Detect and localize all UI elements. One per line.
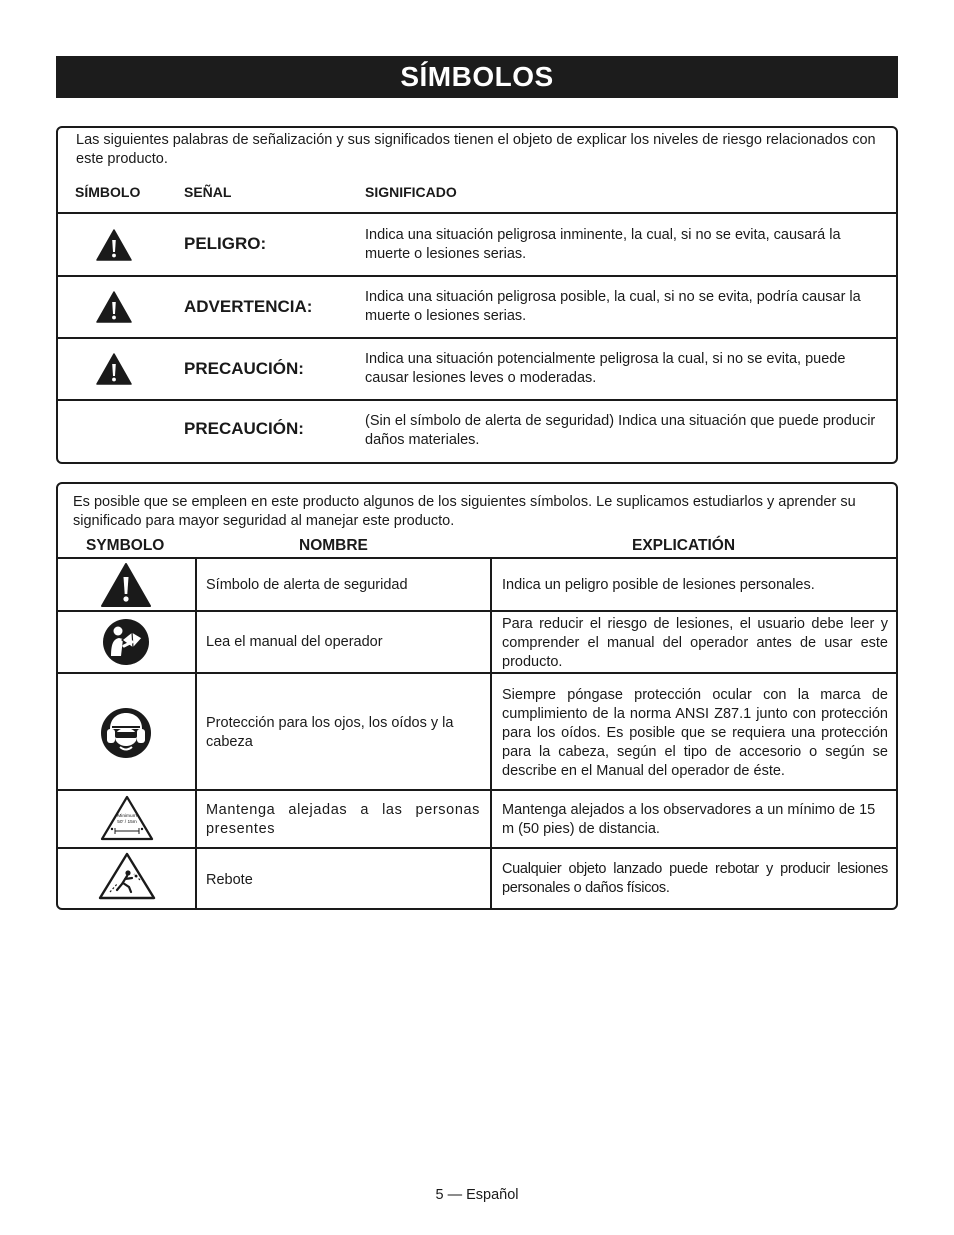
safety-alert-icon (100, 562, 152, 608)
divider (58, 337, 896, 339)
warning-triangle-icon (96, 229, 132, 261)
signal-words-intro: Las siguientes palabras de señalización y sus significados tienen el objeto de explicar los niveles de riesgo relacionados con este producto. (76, 132, 876, 167)
symbols-table (56, 482, 898, 910)
signal-precaucion: PRECAUCIÓN: (184, 359, 304, 378)
warning-triangle-icon (96, 291, 132, 323)
symbol-explanation: Cualquier objeto lanzado puede rebotar y producir lesiones personales o daños físicos. (502, 861, 888, 896)
header-nombre: NOMBRE (299, 537, 368, 554)
meaning-precaucion-no-symbol: (Sin el símbolo de alerta de seguridad) Indica una situación que puede producir daños materiales. (365, 413, 876, 448)
divider (58, 557, 896, 559)
meaning-peligro: Indica una situación peligrosa inminente, la cual, si no se evita, causará la muerte o lesiones serias. (365, 227, 841, 262)
divider (58, 212, 896, 214)
page-footer: 5 — Español (435, 1187, 519, 1203)
icon-label-distance: 50' / 15m (117, 820, 137, 825)
symbols-intro: Es posible que se empleen en este producto algunos de los siguientes símbolos. Le suplicamos estudiarlos y aprender su significado para mayor seguridad al manejar este producto. (73, 494, 856, 529)
meaning-advertencia: Indica una situación peligrosa posible, la cual, si no se evita, podría causar la muerte o lesiones serias. (365, 289, 861, 324)
warning-triangle-icon (96, 353, 132, 385)
symbol-name: Rebote (206, 872, 253, 888)
signal-peligro: PELIGRO: (184, 234, 267, 253)
column-divider (490, 557, 492, 908)
header-symbol: SÍMBOLO (75, 184, 141, 200)
column-divider (195, 557, 197, 908)
signal-words-table (56, 126, 898, 464)
divider (58, 672, 896, 674)
signal-precaucion-no-symbol: PRECAUCIÓN: (184, 419, 304, 438)
divider (58, 789, 896, 791)
ricochet-icon (98, 852, 156, 900)
divider (58, 847, 896, 849)
eye-ear-head-protection-icon (100, 707, 152, 759)
page-title: SÍMBOLOS (56, 56, 898, 98)
symbol-explanation: Mantenga alejados a los observadores a un mínimo de 15 m (50 pies) de distancia. (502, 802, 876, 837)
header-explicacion: EXPLICATIÓN (632, 537, 736, 554)
symbol-explanation: Siempre póngase protección ocular con la marca de cumplimiento de la norma ANSI Z87.1 junto con protección para los oídos. Es posible que se requiera una protección para la cabeza, según el tipo de accesorio o según se describe en el Manual del operador de éste. (502, 687, 888, 779)
symbol-name: Protección para los ojos, los oídos y la cabeza (206, 715, 454, 750)
symbol-explanation: Para reducir el riesgo de lesiones, el usuario debe leer y comprender el manual del operador antes de usar este producto. (502, 616, 888, 670)
divider (58, 275, 896, 277)
divider (58, 399, 896, 401)
symbol-name: Lea el manual del operador (206, 634, 383, 650)
divider (58, 610, 896, 612)
read-manual-icon (102, 618, 150, 666)
signal-advertencia: ADVERTENCIA: (184, 297, 313, 316)
header-meaning: SIGNIFICADO (365, 184, 457, 200)
symbol-name: Mantenga alejadas a las personas presentes (206, 802, 480, 837)
symbol-name: Símbolo de alerta de seguridad (206, 577, 408, 593)
icon-label-minimum: Minimum (117, 814, 137, 819)
symbol-explanation: Indica un peligro posible de lesiones personales. (502, 577, 815, 593)
meaning-precaucion: Indica una situación potencialmente peligrosa la cual, si no se evita, puede causar lesiones leves o moderadas. (365, 351, 846, 386)
header-signal: SEÑAL (184, 184, 232, 200)
keep-bystanders-away-icon (100, 795, 154, 841)
header-symbolo: SYMBOLO (86, 537, 165, 554)
